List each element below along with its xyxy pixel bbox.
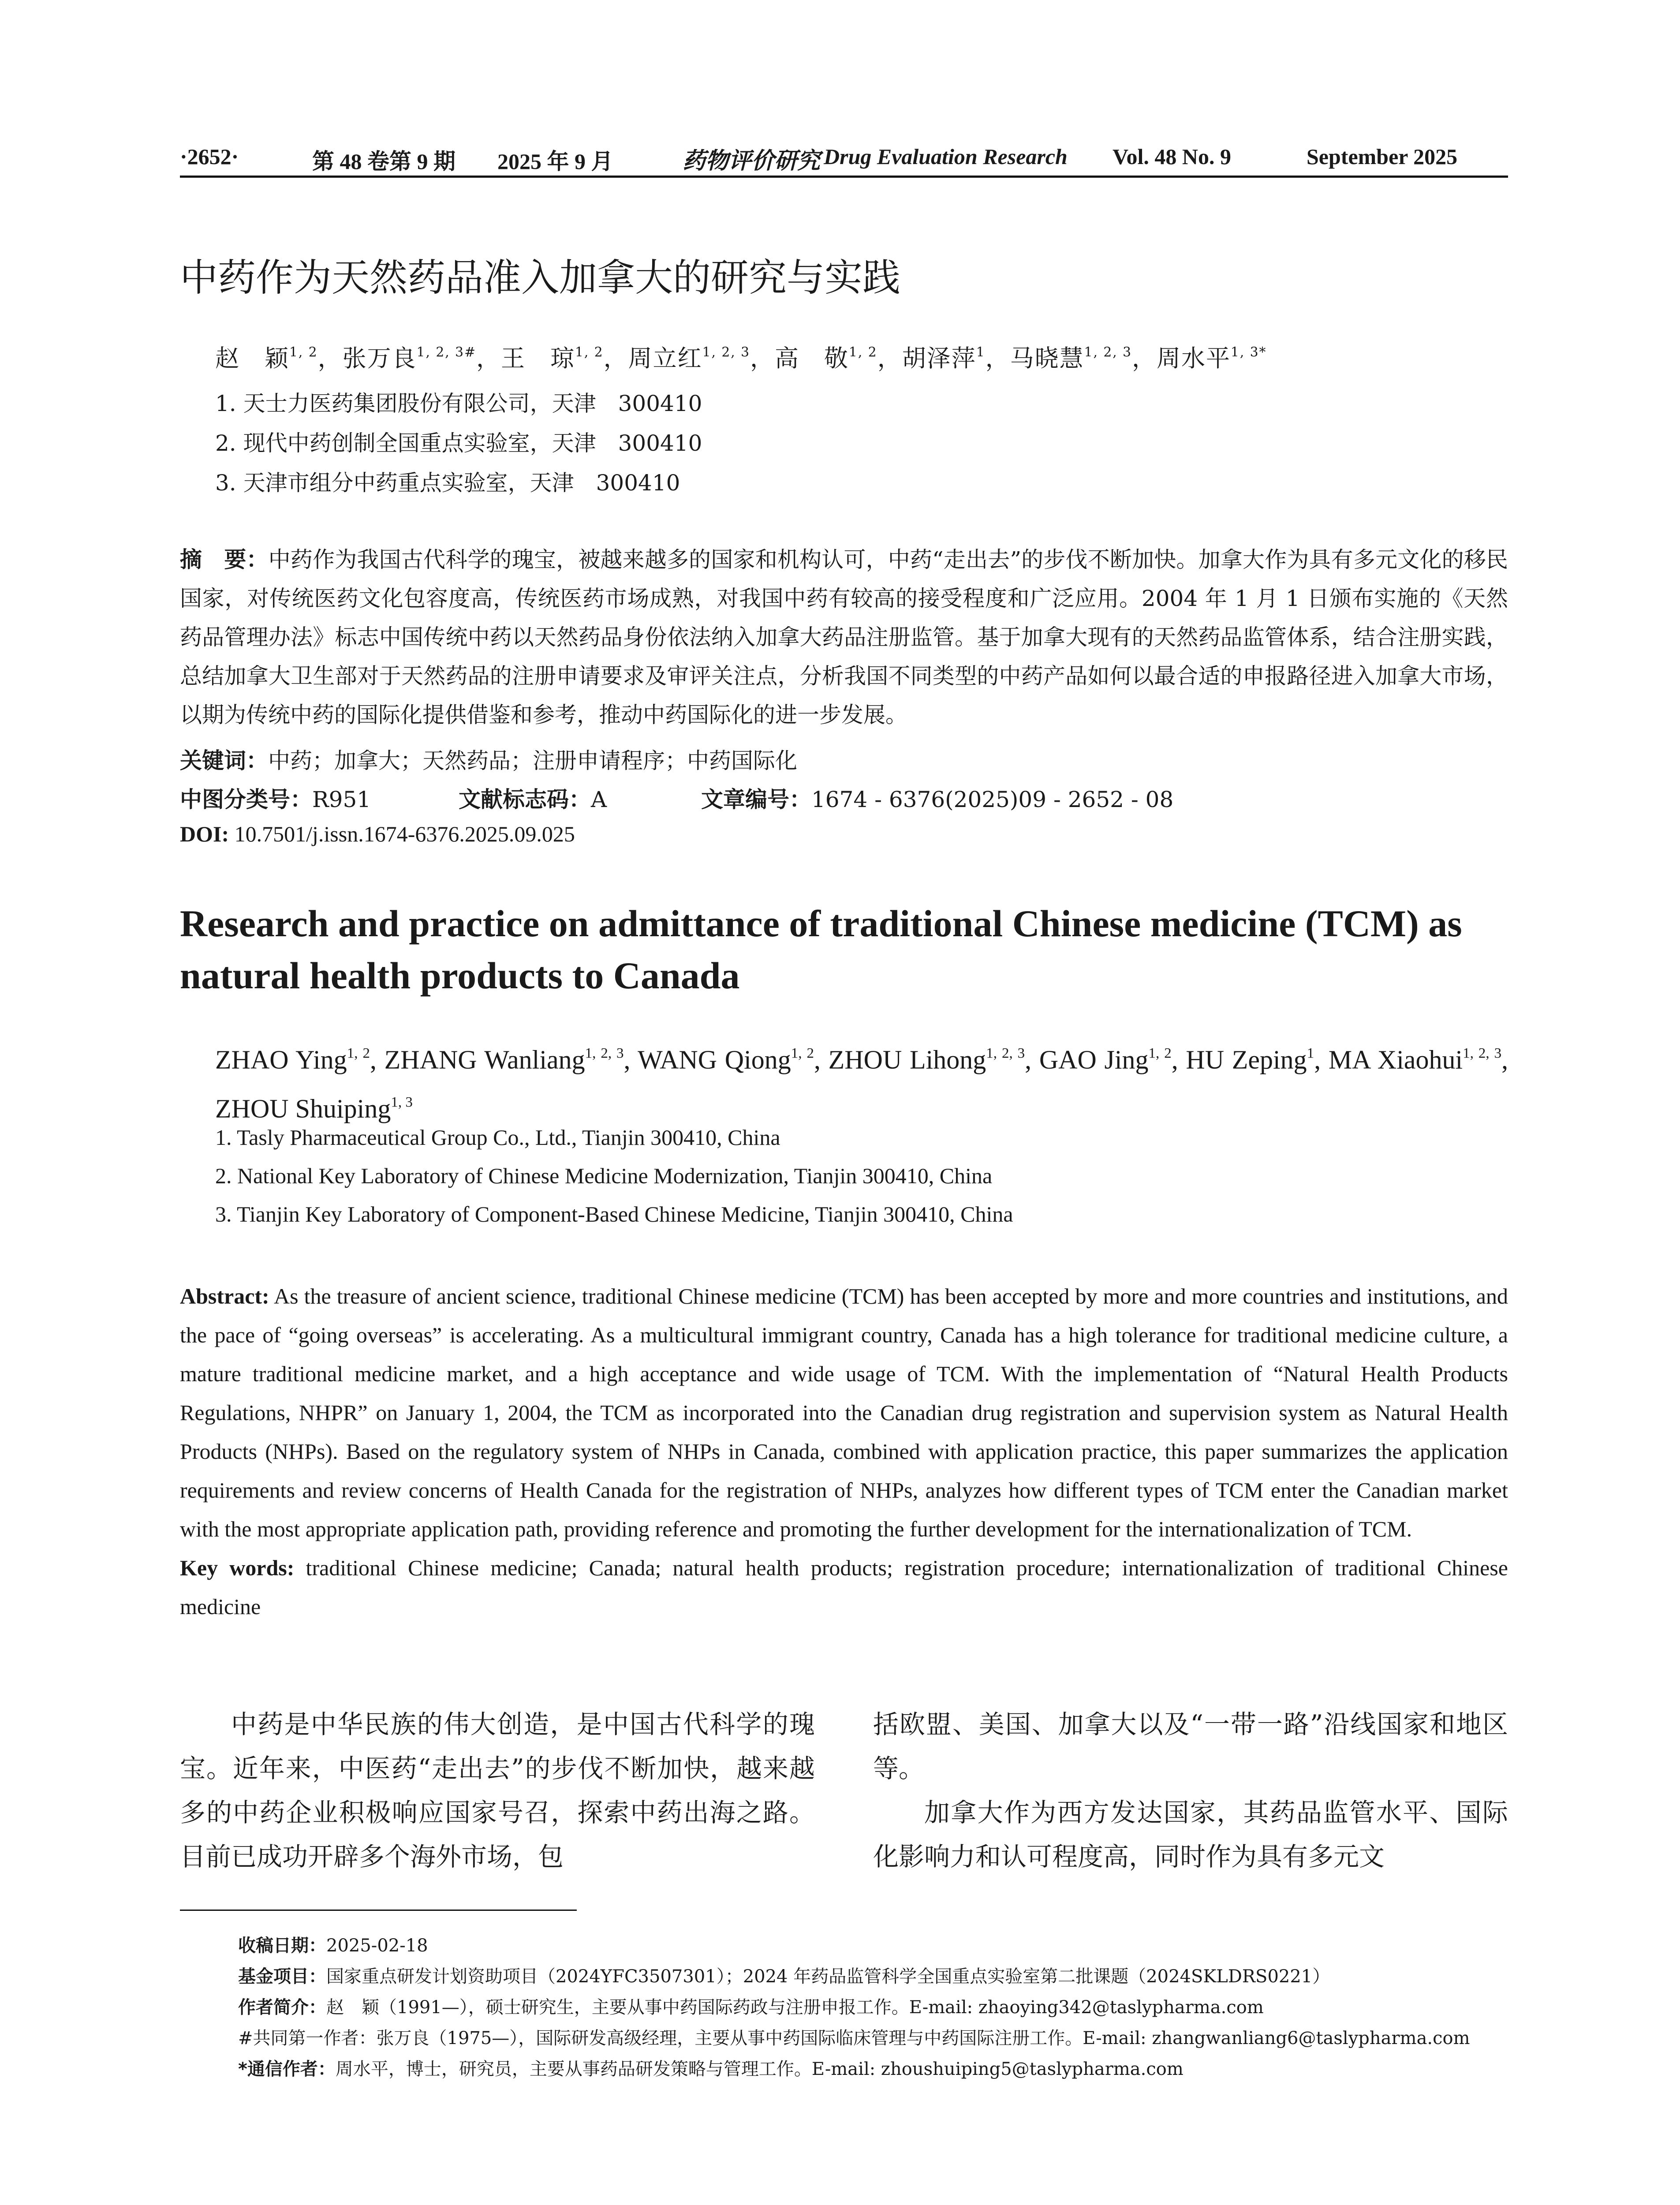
article-title-cn: 中药作为天然药品准入加拿大的研究与实践 [180,256,900,300]
received-value: 2025-02-18 [326,1936,428,1956]
author-cn: 高 敬$^{1, 2}$， [775,344,902,372]
author-en: MA Xiaohui$^{1, 2, 3}$, [1328,1045,1508,1074]
volume-en: Vol. 48 No. 9 [1113,144,1232,169]
affiliation-en-3: 3. Tianjin Key Laboratory of Component-Based Chinese Medicine, Tianjin 300410, China [215,1202,1013,1226]
received-label: 收稿日期： [238,1936,326,1956]
author-en: ZHOU Shuiping$^{1, 3}$ [215,1094,413,1123]
affiliation-cn-2: 2. 现代中药创制全国重点实验室，天津 300410 [215,430,702,456]
keywords-label-cn: 关键词： [180,748,268,774]
keywords-text-cn: 中药；加拿大；天然药品；注册申请程序；中药国际化 [268,748,797,774]
fund-label: 基金项目： [238,1966,326,1987]
author-en: GAO Jing$^{1, 2}$, [1039,1045,1186,1074]
journal-title-en: Drug Evaluation Research [824,144,1068,169]
clc-label: 中图分类号： [180,787,312,812]
footnote-fund [238,1962,1330,1988]
body-paragraph: 中药是中华民族的伟大创造，是中国古代科学的瑰宝。近年来，中医药“走出去”的步伐不断加快，越来越多的中药企业积极响应国家号召，探索中药出海之路。目前已成功开辟多个海外市场，包 [180,1709,815,1872]
abstract-label-cn: 摘 要： [180,547,269,572]
corresponding-value: 周水平，博士，研究员，主要从事药品研发策略与管理工作。E-mail: zhoushuiping5@taslypharma.com [335,2059,1183,2079]
affiliation-cn-1: 1. 天士力医药集团股份有限公司，天津 300410 [215,391,702,416]
article-title-en: Research and practice on admittance of traditional Chinese medicine (TCM) as natural health products to Canada [180,902,1462,997]
author-info-label: 作者简介： [238,1997,326,2018]
author-cn: 周水平$^{1, 3*}$ [1157,344,1267,372]
doc-code-line [459,782,607,814]
abstract-en [180,1277,1508,1626]
abstract-label-en: Abstract: [180,1284,269,1308]
cofirst-value: 张万良（1975—），国际研发高级经理，主要从事中药国际临床管理与中药国际注册工作。E-mail: zhangwanliang6@taslypharma.com [376,2028,1470,2048]
footnote-rule [180,1910,577,1911]
author-en: ZHAO Ying$^{1, 2}$, [215,1045,385,1074]
keywords-label-en: Key words: [180,1555,295,1580]
abstract-text-en: As the treasure of ancient science, traditional Chinese medicine (TCM) has been accepted by more and more countries and institutions, and the pace of “going overseas” is accelerating. As a multicultural immigrant country, Canada has a high tolerance for traditional medicine culture, a mature traditional medicine market, and a high acceptance and wide usage of TCM. With the implementation of “Natural Health Products Regulations, NHPR” on January 1, 2004, the TCM as incorporated into the Canadian drug registration and supervision system as Natural Health Products (NHPs). Based on the regulatory system of NHPs in Canada, combined with application practice, this paper summarizes the application requirements and review concerns of Health Canada for the registration of NHPs, analyzes how different types of TCM enter the Canadian market with the most appropriate application path, providing reference and promoting the further development for the internationalization of TCM. [180,1284,1508,1541]
corresponding-label: *通信作者： [238,2059,336,2079]
date-en: September 2025 [1307,144,1458,169]
classification-line [180,782,371,814]
affiliation-cn-3: 3. 天津市组分中药重点实验室，天津 300410 [215,470,680,496]
footnote-received [238,1932,428,1957]
body-paragraph: 加拿大作为西方发达国家，其药品监管水平、国际化影响力和认可程度高，同时作为具有多元文 [873,1798,1508,1872]
footnote-corresponding-author [238,2055,1183,2080]
author-en: ZHANG Wanliang$^{1, 2, 3}$, [384,1045,638,1074]
author-cn: 马晓慧$^{1, 2, 3}$， [1010,344,1157,372]
footnote-author [238,1993,1264,2018]
body-column-left [180,1702,815,1879]
header-rule [180,176,1508,178]
article-number-line [701,782,1173,814]
author-info-value: 赵 颖（1991—），硕士研究生，主要从事中药国际药政与注册申报工作。E-mail: zhaoying342@taslypharma.com [326,1997,1264,2018]
doc-code-value: A [591,787,607,812]
doi-value: 10.7501/j.issn.1674-6376.2025.09.025 [234,822,575,846]
body-paragraph: 括欧盟、美国、加拿大以及“一带一路”沿线国家和地区等。 [873,1709,1508,1783]
abstract-text-cn: 中药作为我国古代科学的瑰宝，被越来越多的国家和机构认可，中药“走出去”的步伐不断加快。加拿大作为具有多元文化的移民国家，对传统医药文化包容度高，传统医药市场成熟，对我国中药有较高的接受程度和广泛应用。2004 年 1 月 1 日颁布实施的《天然药品管理办法》标志中国传统中药以天然药品身份依法纳入加拿大药品注册监管。基于加拿大现有的天然药品监管体系，结合注册实践，总结加拿大卫生部对于天然药品的注册申请要求及审评关注点，分析我国不同类型的中药产品如何以最合适的申报路径进入加拿大市场，以期为传统中药的国际化提供借鉴和参考，推动中药国际化的进一步发展。 [180,547,1508,728]
page-number: ·2652· [180,144,239,169]
author-en: WANG Qiong$^{1, 2}$, [638,1045,829,1074]
author-en: ZHOU Lihong$^{1, 2, 3}$, [828,1045,1039,1074]
journal-logo-cn: 药物评价研究 [683,147,821,174]
fund-value: 国家重点研发计划资助项目（2024YFC3507301）；2024 年药品监管科学全国重点实验室第二批课题（2024SKLDRS0221） [326,1966,1330,1987]
author-list-en [215,1032,1508,1130]
author-list-cn [215,340,1267,374]
abstract-cn [180,540,1508,734]
author-cn: 王 琼$^{1, 2}$， [500,344,628,372]
author-cn: 张万良$^{1, 2, 3\#}$， [342,344,501,372]
author-cn: 赵 颖$^{1, 2}$， [215,344,343,372]
doc-code-label: 文献标志码： [459,787,591,812]
cofirst-label: #共同第一作者： [238,2028,377,2048]
doi-line [180,821,575,847]
keywords-text-en: traditional Chinese medicine; Canada; natural health products; registration procedure; internationalization of traditional Chinese medicine [180,1555,1508,1619]
article-number-label: 文章编号： [701,787,811,812]
author-en: HU Zeping$^1$, [1186,1045,1329,1074]
body-column-right [873,1702,1508,1879]
footnote-cofirst-author [238,2024,1470,2049]
clc-value: R951 [312,787,371,812]
date-cn: 2025 年 9 月 [497,149,613,174]
affiliation-en-2: 2. National Key Laboratory of Chinese Medicine Modernization, Tianjin 300410, China [215,1163,993,1188]
running-header [180,141,1508,181]
issue-cn: 第 48 卷第 9 期 [312,149,455,174]
author-cn: 胡泽萍$^1$， [902,344,1010,372]
article-number-value: 1674 - 6376(2025)09 - 2652 - 08 [811,787,1174,812]
doi-label: DOI: [180,822,229,846]
author-cn: 周立红$^{1, 2, 3}$， [628,344,775,372]
affiliation-en-1: 1. Tasly Pharmaceutical Group Co., Ltd., Tianjin 300410, China [215,1125,780,1150]
keywords-cn [180,743,797,775]
